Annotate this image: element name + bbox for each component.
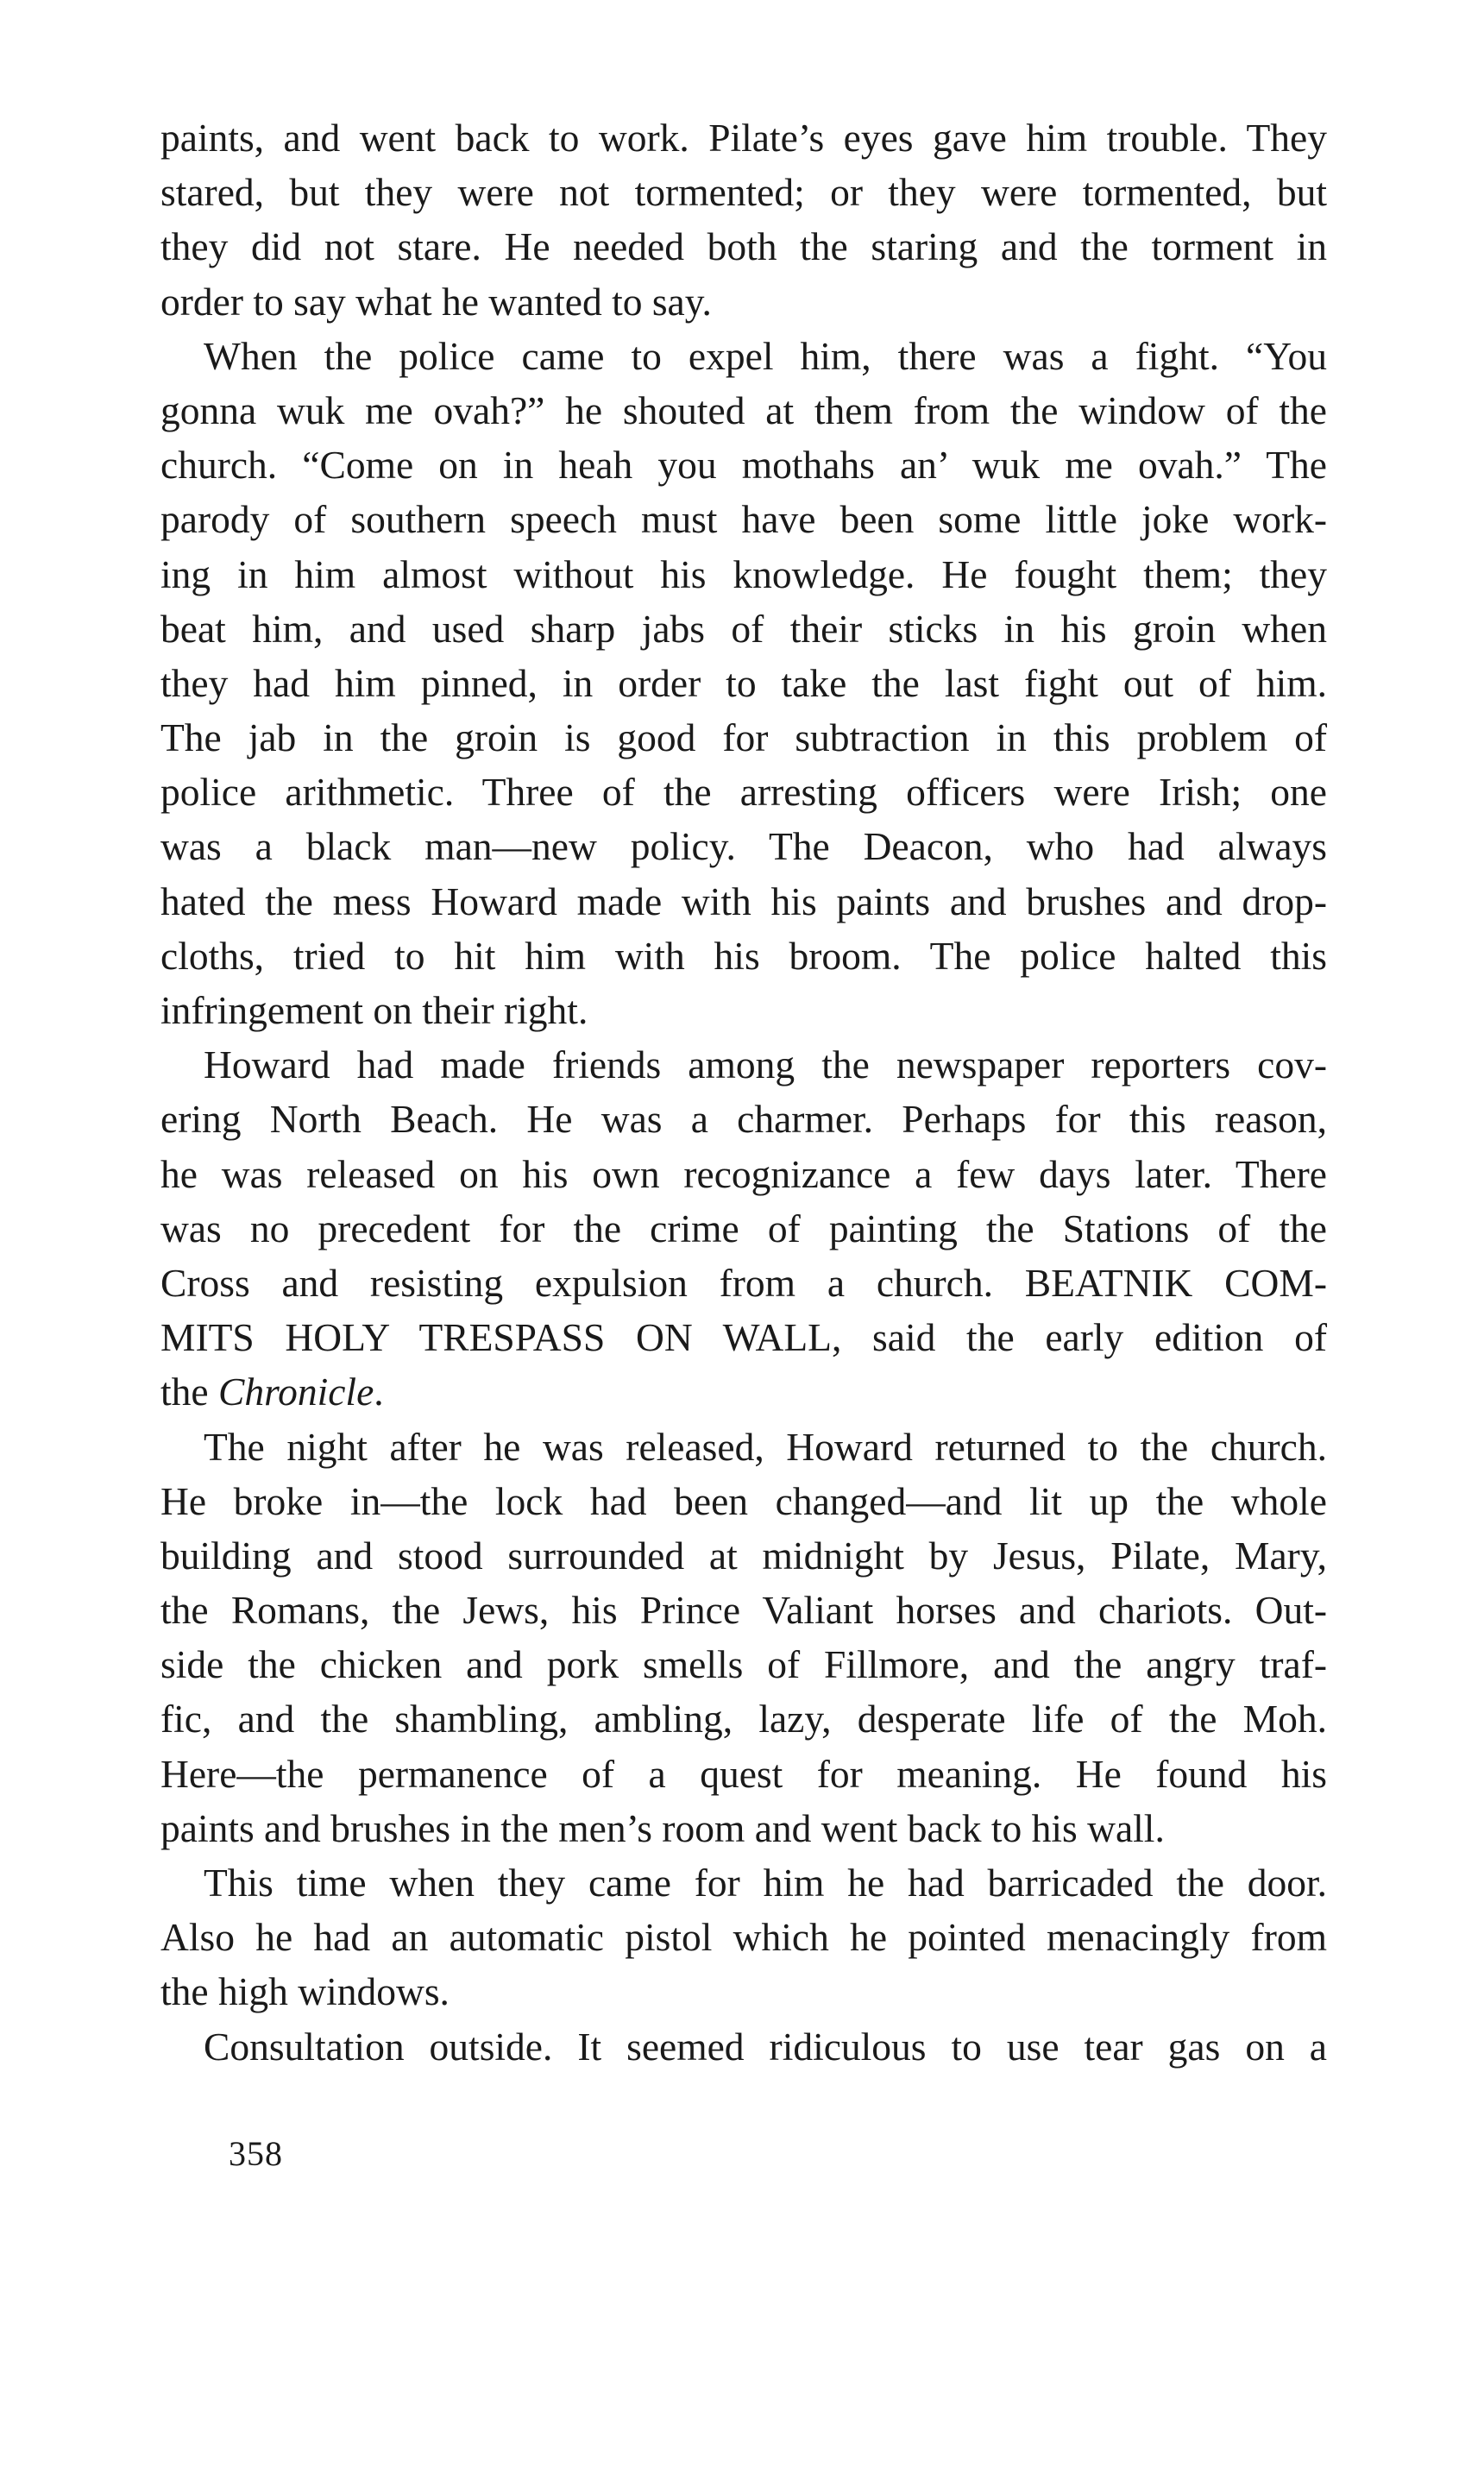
text-line: paints, and went back to work. Pilate’s eyes gave him trouble. They — [160, 116, 1327, 160]
text-line: order to say what he wanted to say. — [160, 279, 712, 324]
text-line: police arithmetic. Three of the arresting officers were Irish; one — [160, 770, 1327, 815]
text-fragment: the — [160, 1370, 218, 1414]
text-line: ering North Beach. He was a charmer. Perhaps for this reason, — [160, 1097, 1327, 1142]
text-line: fic, and the shambling, ambling, lazy, desperate life of the Moh. — [160, 1697, 1327, 1742]
text-line: parody of southern speech must have been some little joke work- — [160, 497, 1327, 542]
page-number: 358 — [229, 2134, 283, 2173]
newspaper-title: Chronicle — [217, 1370, 374, 1414]
text-line: building and stood surrounded at midnight by Jesus, Pilate, Mary, — [160, 1533, 1327, 1578]
text-line: they had him pinned, in order to take the last fight out of him. — [160, 660, 1327, 705]
paragraph — [160, 1420, 1327, 1856]
text-line: Here—the permanence of a quest for meaning. He found his — [160, 1751, 1327, 1796]
paragraph — [160, 2019, 1327, 2074]
text-line: The night after he was released, Howard returned to the church. — [204, 1424, 1327, 1469]
text-line: hated the mess Howard made with his paints and brushes and drop- — [160, 879, 1327, 923]
text-fragment: . — [374, 1370, 384, 1414]
text-line: He broke in—the lock had been changed—and lit up the whole — [160, 1478, 1327, 1523]
text-line: paints and brushes in the men’s room and went back to his wall. — [160, 1805, 1165, 1850]
paragraph — [160, 1037, 1327, 1419]
text-line: gonna wuk me ovah?” he shouted at them from the window of the — [160, 387, 1327, 432]
text-line: side the chicken and pork smells of Fillmore, and the angry traf- — [160, 1642, 1327, 1687]
text-line: beat him, and used sharp jabs of their sticks in his groin when — [160, 606, 1327, 651]
text-line: was a black man—new policy. The Deacon, who had always — [160, 824, 1327, 869]
paragraph — [160, 110, 1327, 329]
text-line: ing in him almost without his knowledge. He fought them; they — [160, 551, 1327, 596]
text-line: was no precedent for the crime of painting the Stations of the — [160, 1206, 1327, 1250]
text-line: This time when they came for him he had barricaded the door. — [204, 1861, 1327, 1905]
text-line: he was released on his own recognizance a few days later. There — [160, 1151, 1327, 1196]
paragraph — [160, 329, 1327, 1037]
text-line: infringement on their right. — [160, 988, 588, 1032]
page-body — [160, 110, 1327, 2074]
text-line: MITS HOLY TRESPASS ON WALL, said the early edition of — [160, 1315, 1327, 1360]
text-line: stared, but they were not tormented; or they were tormented, but — [160, 170, 1327, 215]
text-line — [160, 1364, 1327, 1419]
text-line: the high windows. — [160, 1969, 450, 2014]
text-line: Howard had made friends among the newspaper reporters cov- — [204, 1042, 1327, 1087]
text-line: the Romans, the Jews, his Prince Valiant horses and chariots. Out- — [160, 1588, 1327, 1633]
text-line: Cross and resisting expulsion from a church. BEATNIK COM- — [160, 1260, 1327, 1305]
text-line: Consultation outside. It seemed ridiculous to use tear gas on a — [204, 2024, 1327, 2069]
paragraph — [160, 1855, 1327, 2019]
text-line: church. “Come on in heah you mothahs an’ wuk me ovah.” The — [160, 443, 1327, 488]
text-line: When the police came to expel him, there was a fight. “You — [204, 333, 1327, 378]
text-line: cloths, tried to hit him with his broom. The police halted this — [160, 933, 1327, 978]
text-line: Also he had an automatic pistol which he pointed menacingly from — [160, 1915, 1327, 1960]
text-line: The jab in the groin is good for subtraction in this problem of — [160, 715, 1327, 760]
text-line: they did not stare. He needed both the staring and the torment in — [160, 224, 1327, 269]
